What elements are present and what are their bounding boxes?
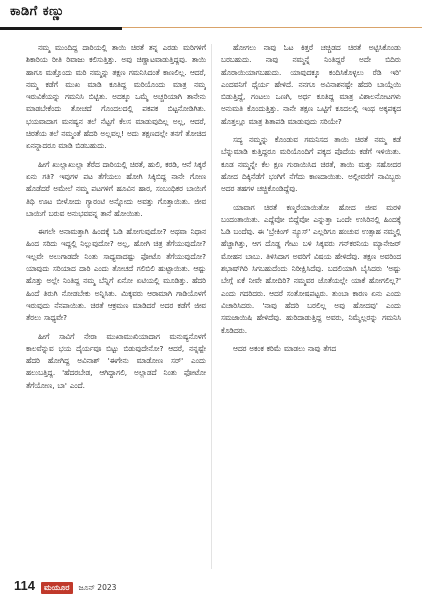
- page-footer: [14, 578, 116, 594]
- paragraph: ಸದ್ಯ ನಮ್ಮನ್ನು ಕೊಂಡುವ ಗಮನಿಸದ ತಾಯಿ ಚಿರತೆ ನಮ್ಮ ಕಡೆ ಬೆನ್ನುಮಾಡಿ ಕುತ್ತಿದ್ದರೂ ಮರಿಯೊಂದಿಗೆ ಪಕ್ಕದ ಪೊದೆಯ ಕಡೆಗೆ ಇಳಿಯಿತು. ಕೂಡ ನಮ್ಮನ್ನೇ ಕೆಲ ಕ್ಷಣ ಗುರಾಯಿಸಿದ ಚಿರತೆ, ತಾಯಿ ಮತ್ತು ಸಹೋದರ ಹೋದ ದಿಕ್ಕಿನೆಡೆಗೆ ಭಂಗಿಗೆ ನೆಗೆದು ಕಾಣದಾಯಿತು. ಅಲ್ಲೀವರೆಗೆ ನಾವಿಬ್ಬರು ಅದರ ತಹಗಳ ಚಚ್ಚಿಕೊಂಡಿದ್ದೆವು.: [221, 135, 401, 194]
- paragraph: ಆದರ ಅಕಂಕ ಕರಿಮೆ ಮಾಡಲು ನಾವು ತೆಗದ: [233, 343, 337, 353]
- column-divider: [211, 44, 212, 569]
- section-header: [0, 0, 422, 30]
- header-rule: [122, 27, 422, 28]
- section-title: ಕಾಡಿಗೆ ಕಣ್ಣು: [10, 4, 65, 19]
- paragraph: ನಮ್ಮ ಮುಂದಿದ್ದ ದಾರಿಯಲ್ಲಿ ತಾಯಿ ಚಿರತೆ ತನ್ನ ಎರಡು ಮರಿಗಳಿಗೆ ಶಿಕಾರಿಯ ರೀತಿ ರಿವಾಜು ಕಲಿಸುತ್ತಿತ್ತು. ಅವು ಚಿಣ್ಣಾಟವಾಡುತ್ತಿದ್ದವು. ತಾಯಿ ಹಾಗೂ ಮತ್ತೊಂದು ಮರಿ ನಮ್ಮನ್ನು ತಕ್ಷಣ ಗಮನಿಸಿದಂತೆ ಕಾಣಲಿಲ್ಲ. ಆದರೆ, ನಮ್ಮ ಕಡೆಗೆ ಮುಖ ಮಾಡಿ ಕೂತಿದ್ದ ಮರಿಯೊಂದು ಮಾತ್ರ ನಮ್ಮ ಇರುವಿಕೆಯನ್ನು ಗಮನಿಸಿ ಬಿಟ್ಟಿತು. ಅದಕ್ಕೂ ಒಮ್ಮೆ ಅಚ್ಚರಿಯಾಗಿ ತಾನೇನು ಮಾಡಬೇಕೆಂದು ತೋಚದೆ ಗೊಂದಲದಲ್ಲಿ ಪಕಪಕ ಬಿಟ್ಟನೋಡಿಗಿತು. ಭಯವಾದಾಗ ಮನಷ್ಯನ ತಲೆ ನೆಟ್ಟಗೆ ಕೆಲಸ ಮಾಡುವುದಿಲ್ಲ ಅಲ್ಲ, ಆದರೆ, ಚಿರತೆಯ ತಲೆ ನಮ್ಮಂತೆ ಹೆದರಿ ಅಲ್ಲವಲ್ಲ! ಅದು ತಕ್ಷಣದಲ್ಲೇ ತನಗೆ ತೋಚಿದ ಏನನ್ನಾದರೂ ಮಾಡಿ ಬಿಡಬಹುದು.: [26, 43, 206, 151]
- article-column-right: [221, 42, 401, 570]
- paragraph: ಯಾವಾಗ ಚಿರತೆ ಕಣ್ಮರೆಯಾಯಿತೋ ಹೋದ ಜೀವ ಮರಳಿ ಬಂದಂತಾಯಿತು. ಎದ್ದೆವೋ ಬಿದ್ದೆವೋ ಎನ್ನುತ್ತಾ ಒಂದೇ ಉಸಿರಿನಲ್ಲಿ ಹಿಂದಕ್ಕೆ ಓಡಿ ಬಂದೆವು. ಈ 'ಬ್ರೇಕಿಂಗ್ ನ್ಯೂಸ್' ಎಲ್ಲರಿಗೂ ಹಂಚುವ ಉತ್ಸಾಹ ನಮ್ಮಲ್ಲಿ ಹೆಚ್ಚಾಗಿತ್ತು, ಆಗ ದೊಡ್ಡ ಗೇಟು ಬಳಿ ಸಿಕ್ಕವರು ಗನ್‌ಕರನಿಯ ಮ್ಯಾನೇಜರ್ ಮೋಹನ ಬಾಬು. ತಿಳಿಸಿದಾಗ ಅವರಿಗೆ ವಿಷಯ ಹೇಳಿದೆವು. ತಕ್ಷಣ ಅವರಿಂದ ಶಭಾಷ್‌ಗಿರಿ ಸಿಗಬಹುದೆಂದು ನಿರೀಕ್ಷಿಸಿದೆವು. ಬದಲಿಯಾಗಿ ಬೈಸಿದರು 'ಅಷ್ಟು ಬೇಗ್ಗೆ ಏಕೆ ನೀವೇ ಹೋದಿರಿ? ನಮ್ಮವರ ಜೊತೆಯಲ್ಲೇ ಯಾಕೆ ಹೋಗಲಿಲ್ಲ?' ಎಂದು ಗದರಿದರು. ಆದರೆ ಸಂತೋಷಪಟ್ಟರು. ತುಂಬಾ ಕಾರಣ ಏನು ಎಂದು ವಿಚಾರಿಸಿದರು. 'ನಾವು ಹೆದರಿ ಬರಲಿಲ್ಲ ಅವು ಹೋದವು' ಎಂದು ಸಮಜಾಯಿಷಿ ಹೇಳಿದೆವು. ಹುರಿದಾಡುತ್ತಿದ್ದ ಅವರು, ನಿಮ್ಮೆಲ್ಲರನ್ನು ಗಮನಿಸಿ ಕೊಡಿದರು.: [221, 202, 401, 335]
- page-number: 114: [14, 578, 35, 593]
- paragraph: ಹೋಗಲು ನಾವು ಓಟ ಕಿತ್ತರೆ ಚಚ್ಚಿಡದ ಚಿರತೆ ಅಟ್ಟಿಸಿಕೊಂಡು ಬರಬಹುದು. ನಾವು ನಮ್ಮನ್ನೆ ನಿಂತಿದ್ದರೆ ಅದೇ ಬಿದಿರು ಹೊರಾಯಿಯಾಗಬಹುದು. ಯಾವುದಕ್ಕೂ ಕಂದಿಸಿಕೊಳ್ಳಲು ರೆಡಿ ಇರಿ' ಎಂದವನಿಗೆ ಧೈರ್ಯ ಹೇಳಿದೆ. ನನಗೂ ಅವಿನಾಶನಷ್ಟೇ ಹೆದರಿ ಬಾಯ್ಗೆಯಿ ಬಿಡುತ್ತಿದ್ದೆ, ಗಂಟಲು ಒಣಗಿ, ಅರ್ಧ ಕೂತಿದ್ದ ಮಾತ್ರ ವಿಶಾಲನೋಟಗಳು ಅನುಮತಿ ಕೊಂದುತ್ತಿತ್ತು. ನಾನೇ ತಕ್ಷಣ ಒಟ್ಟಿಗೆ ಕೂದಲಲ್ಲಿ ಇಂಥ ಅಕ್ಕಪಕ್ಕದ ಹೊತ್ತಲ್ಲೂ ಮಾತ್ರ ಶಿತಾಪಡಿ ಮಾಡುವುದು ಸರಿಯೇ?: [221, 43, 401, 126]
- magazine-logo: ಮಯೂರ: [41, 582, 73, 594]
- paragraph: ಈಗಲೇ ಅನಾಮತ್ತಾಗಿ ಹಿಂದಕ್ಕೆ ಓಡಿ ಹೋಗುವುದೋ? ಅಥವಾ ನಿಧಾನ ಹಿಂದ ಸರಿದು ಇದ್ದಲ್ಲಿ ನಿಲ್ಲುವುದೋ? ಅಲ್ಲ, ಹೋಗಿ ಚಿತ್ರ ತೆಗೆಯುವುದೋ? ಇಲ್ಲವೇ ಅಲುಗಾಡದೇ ನಿಂತು ಸಾಧ್ಯವಾದಷ್ಟು ಫೋಟೊ ತೆಗೆಯುವುದೋ? ಯಾವುದು ಸರಿಯಾದ ದಾರಿ ಎಂದು ತೋಚದೆ ಗಲಿಬಿಲಿ ಹುಟ್ಟಾಯಿತು. ಆಷ್ಟು ಹೊತ್ತು ಅಲ್ಲೇ ನಿಂತಿದ್ದ ನಮ್ಮ ಬೆನ್ನಿಗೆ ಏನೋ ಏಟಿಯಲ್ಲಿ ಮೂಡಿತ್ತು. ಹೆದರಿ ಹಿಂದೆ ತಿರುಗಿ ನೋಡಬೇಕು ಅನ್ನಿಸಿತು. ಮಿಕ್ಕವರು ಆರಾಮಾಗಿ ಗಾಡಿಯೊಳಗೆ ಇರುವುದು ನೆನಪಾಯಿತು. ಚಿರತೆ ಆಕ್ರಮಣ ಮಾಡಿದರೆ ಅದರ ಕಡೆಗೆ ಜೀವ ತೆರಲು ಸಾಧ್ಯವೇ?: [26, 227, 206, 323]
- paragraph: ಹೀಗೆ ಸಾವಿಗೆ ನೇರಾ ಮುಖಾಮುಖಿಯಾದಾಗ ಮನುಷ್ಯನೊಳಗೆ ಕಾಲವೆನ್ನುವ ಭಯ ದೈರ್ಯವೂ ಬಿಟ್ಟು ಬಿಡುವುದೇನೋ? ಆದರೆ, ನನ್ನಷ್ಟೇ ಹೆದರಿ ಹೋಗಿದ್ದ ಅವಿನಾಶ್ 'ಈಗೇನು ಮಾಡೋಣ ಸರ್' ಎಂದು ಹಲುಬತ್ತಿದ್ದ. 'ಹೆದರಬೇಡ, ಆಗಿದ್ದಾಗಲಿ, ಅಲ್ಲಾಡದೆ ನಿಂತು ಫೋಟೋ ತೆಗೆಯೋಣ, ಬಾ' ಎಂದೆ.: [26, 331, 206, 390]
- paragraph: ಹೀಗೆ ಖುಲ್ಲಾಖುಲ್ಲಾ ತೆರೆದ ದಾರಿಯಲ್ಲಿ ಚಿರತೆ, ಹುಲಿ, ಕರಡಿ, ಆನೆ ಸಿಕ್ಕರೆ ಏನು ಗತಿ? ಇವುಗಳ ಪಟ ತೆಗೆಯಲು ಹೋಗಿ ಸಿಕ್ಕಿಬಿದ್ದ ನಾನೇ ಗೋಣ ಹೊಡೆದರೆ ಅಮೇಲೆ ನಮ್ಮ ಪಟಗಳಿಗೆ ಹೂವಿನ ಹಾರ, ಸಂಬಂಧಿಕರ ಬಾಯಿಗೆ ತಿಥಿ ಊಟ ಬೀಳೋದು ಗ್ಯಾರಂಟಿ ಅನ್ನೋದು ಅವತ್ತು ಗೊತ್ತಾಯಿತು. ಜೀವ ಬಾಯಿಗೆ ಬರುವ ಅನುಭವವನ್ನ ತಾನೆ ಹೋಯಿತು.: [26, 159, 206, 218]
- section-tab: [0, 0, 122, 30]
- issue-date: ಜೂನ್ 2023: [78, 583, 117, 592]
- article-column-left: [26, 42, 206, 570]
